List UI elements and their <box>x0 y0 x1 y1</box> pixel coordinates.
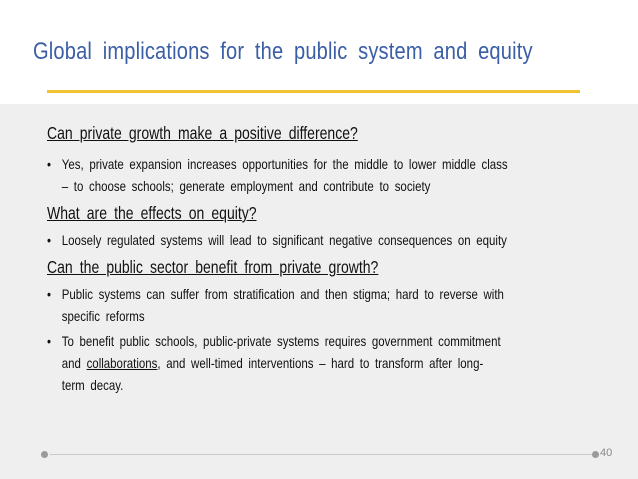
bullet-4-text-pre: and <box>61 355 87 371</box>
bullet-4-line-1: To benefit public schools, public-private systems requires government commitment <box>61 333 501 349</box>
question-3: Can the public sector benefit from private growth? <box>47 257 379 277</box>
page-number: 40 <box>600 447 613 459</box>
bullet-4 <box>47 330 619 396</box>
bullet-2 <box>47 229 619 251</box>
bullet-3-line-1: Public systems can suffer from stratification and then stigma; hard to reverse with <box>61 286 504 302</box>
bullet-4-text-post: , and well-timed interventions – hard to transform after long- <box>157 355 484 371</box>
bullet-1 <box>47 153 619 197</box>
title-underline <box>47 90 580 93</box>
footer-divider <box>50 454 592 455</box>
bullet-dot: • <box>47 333 52 349</box>
collaborations-link[interactable]: collaborations <box>86 355 158 371</box>
question-2: What are the effects on equity? <box>47 203 257 223</box>
bullet-3 <box>47 283 619 327</box>
bullet-4-line-3: term decay. <box>61 377 124 393</box>
bullet-4-line-2 <box>62 352 620 374</box>
bullet-dot: • <box>47 232 52 248</box>
slide-body <box>47 123 607 396</box>
bullet-dot: • <box>47 286 52 302</box>
bullet-3-line-2: specific reforms <box>61 308 145 324</box>
bullet-dot: • <box>47 156 52 172</box>
bullet-1-line-2: – to choose schools; generate employment and contribute to society <box>61 178 431 194</box>
footer-dot-right <box>592 451 599 458</box>
bullet-1-line-1: Yes, private expansion increases opportunities for the middle to lower middle class <box>61 156 508 172</box>
bullet-2-text: Loosely regulated systems will lead to significant negative consequences on equity <box>61 232 507 248</box>
question-1: Can private growth make a positive difference? <box>47 123 358 143</box>
footer-dot-left <box>41 451 48 458</box>
slide-title: Global implications for the public system and equity <box>33 38 533 65</box>
